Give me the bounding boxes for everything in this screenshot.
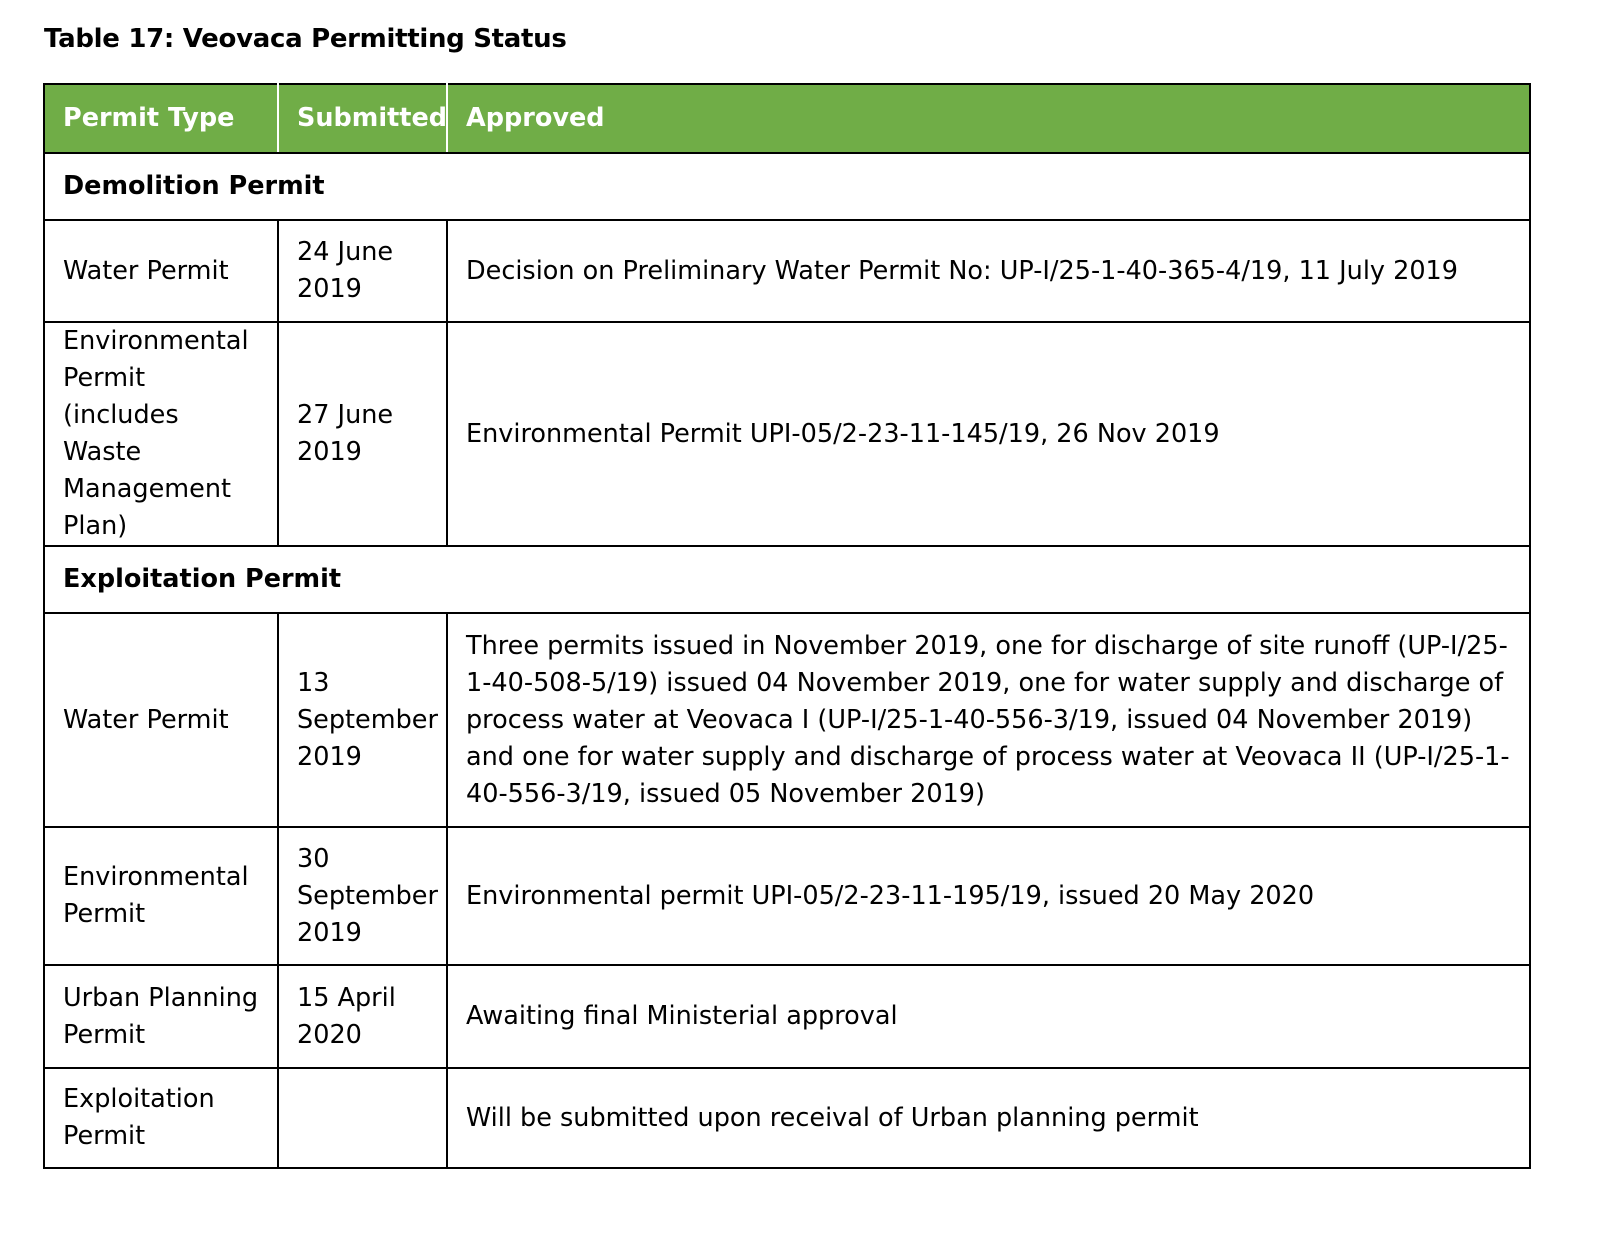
table-row [44, 965, 1530, 1068]
table-row [44, 220, 1530, 322]
section-row-exploitation [44, 546, 1530, 613]
approved-cell: Environmental permit UPI-05/2-23-11-195/19, issued 20 May 2020 [447, 827, 1530, 965]
submitted-cell: 15 April 2020 [278, 965, 447, 1068]
section-row-demolition [44, 153, 1530, 220]
approved-cell: Decision on Preliminary Water Permit No: UP-I/25-1-40-365-4/19, 11 July 2019 [447, 220, 1530, 322]
permitting-status-table [43, 83, 1531, 1169]
permit-type-cell: Urban Planning Permit [44, 965, 278, 1068]
submitted-cell [278, 1068, 447, 1168]
section-title: Demolition Permit [44, 153, 1530, 220]
table-row [44, 1068, 1530, 1168]
approved-cell: Will be submitted upon receival of Urban planning permit [447, 1068, 1530, 1168]
permit-type-cell: Environmental Permit [44, 827, 278, 965]
permit-type-cell: Water Permit [44, 220, 278, 322]
submitted-cell: 27 June 2019 [278, 322, 447, 546]
permit-type-cell: Environmental Permit (includes Waste Management Plan) [44, 322, 278, 546]
header-approved: Approved [447, 84, 1530, 153]
permit-type-cell: Water Permit [44, 613, 278, 827]
table-row [44, 827, 1530, 965]
table-row [44, 613, 1530, 827]
approved-cell: Awaiting final Ministerial approval [447, 965, 1530, 1068]
header-permit-type: Permit Type [44, 84, 278, 153]
approved-cell: Three permits issued in November 2019, one for discharge of site runoff (UP-I/25-1-40-508-5/19) issued 04 November 2019, one for water supply and discharge of process water at Veovaca I (UP-I/25-1-40-556-3/19, issued 04 November 2019) and one for water supply and discharge of process water at Veovaca II (UP-I/25-1-40-556-3/19, issued 05 November 2019) [447, 613, 1530, 827]
header-submitted: Submitted [278, 84, 447, 153]
section-title: Exploitation Permit [44, 546, 1530, 613]
submitted-cell: 24 June 2019 [278, 220, 447, 322]
permit-type-cell: Exploitation Permit [44, 1068, 278, 1168]
table-header-row [44, 84, 1530, 153]
submitted-cell: 30 September 2019 [278, 827, 447, 965]
table-row [44, 322, 1530, 546]
table-caption: Table 17: Veovaca Permitting Status [44, 24, 567, 54]
submitted-cell: 13 September 2019 [278, 613, 447, 827]
approved-cell: Environmental Permit UPI-05/2-23-11-145/19, 26 Nov 2019 [447, 322, 1530, 546]
